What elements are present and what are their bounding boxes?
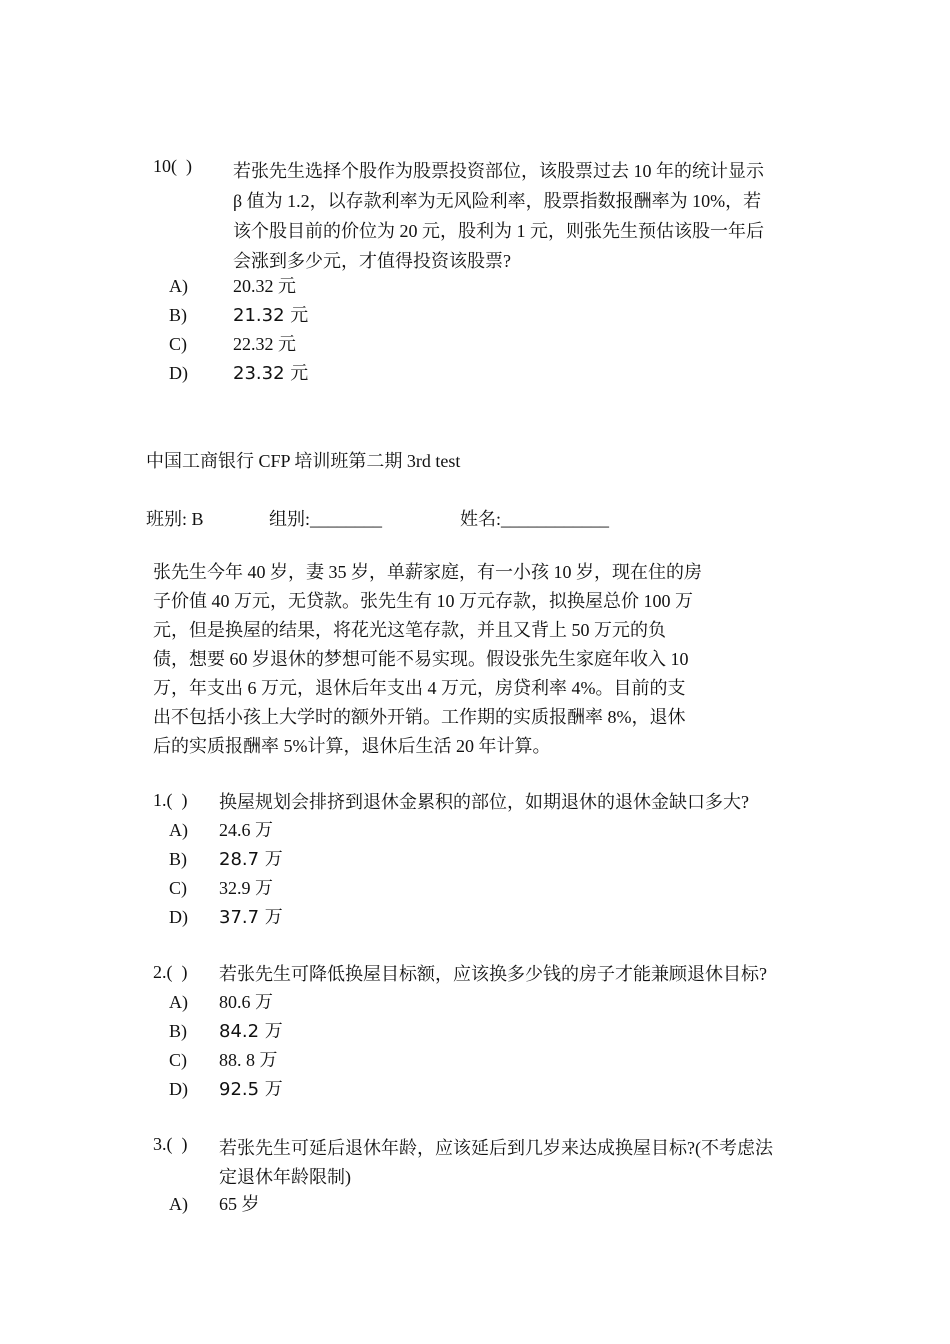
option-value: 37.7 万	[219, 907, 283, 928]
question-text-line: 若张先生选择个股作为股票投资部位，该股票过去 10 年的统计显示	[233, 161, 764, 181]
option-letter: A)	[169, 820, 188, 840]
case-line: 张先生今年 40 岁，妻 35 岁，单薪家庭，有一小孩 10 岁，现在住的房	[153, 562, 702, 582]
question-1	[153, 790, 833, 935]
option-value: 92.5 万	[219, 1079, 283, 1100]
question-text-line: 会涨到多少元，才值得投资该股票?	[233, 251, 511, 271]
option-value: 80.6 万	[219, 992, 273, 1012]
case-line: 出不包括小孩上大学时的额外开销。工作期的实质报酬率 8%，退休	[153, 707, 686, 727]
option-value: 22.32 元	[233, 334, 296, 354]
question-text	[219, 790, 839, 814]
question-number: 1.( )	[153, 790, 188, 810]
option-letter: A)	[169, 992, 188, 1012]
case-line: 万，年支出 6 万元，退休后年支出 4 万元，房贷利率 4%。目前的支	[153, 678, 686, 698]
question-text-line: 该个股目前的价位为 20 元，股利为 1 元，则张先生预估该股一年后	[233, 221, 764, 241]
question-number: 10( )	[153, 156, 192, 176]
question-text	[233, 156, 833, 276]
case-line: 元，但是换屋的结果，将花光这笔存款，并且又背上 50 万元的负	[153, 620, 666, 640]
question-number: 2.( )	[153, 962, 188, 982]
question-text-line: β 值为 1.2，以存款利率为无风险利率，股票指数报酬率为 10%，若	[233, 191, 762, 211]
question-3	[153, 1134, 833, 1224]
test-title: 中国工商银行 CFP 培训班第二期 3rd test	[146, 451, 461, 471]
question-text-line: 换屋规划会排挤到退休金累积的部位，如期退休的退休金缺口多大?	[219, 792, 749, 812]
case-line: 债，想要 60 岁退休的梦想可能不易实现。假设张先生家庭年收入 10	[153, 649, 689, 669]
question-text-line: 定退休年龄限制)	[219, 1167, 351, 1187]
option-value: 88. 8 万	[219, 1050, 278, 1070]
group-field[interactable]: 组别:________	[269, 509, 383, 529]
option-value: 24.6 万	[219, 820, 273, 840]
option-letter: C)	[169, 878, 187, 898]
name-field[interactable]: 姓名:____________	[460, 509, 610, 529]
option-letter: A)	[169, 276, 188, 296]
case-line: 后的实质报酬率 5%计算，退休后生活 20 年计算。	[153, 736, 551, 756]
option-letter: D)	[169, 1079, 188, 1099]
option-value: 21.32 元	[233, 305, 309, 326]
option-letter: C)	[169, 334, 187, 354]
question-10	[153, 156, 833, 386]
option-letter: D)	[169, 363, 188, 383]
option-value: 84.2 万	[219, 1021, 283, 1042]
question-text-line: 若张先生可延后退休年龄，应该延后到几岁来达成换屋目标?(不考虑法	[219, 1138, 773, 1158]
case-line: 子价值 40 万元，无贷款。张先生有 10 万元存款，拟换屋总价 100 万	[153, 591, 693, 611]
option-letter: A)	[169, 1194, 188, 1214]
option-letter: B)	[169, 305, 187, 325]
class-field: 班别: B	[146, 509, 204, 529]
option-value: 65 岁	[219, 1194, 260, 1214]
question-text	[219, 962, 839, 986]
question-2	[153, 962, 833, 1107]
question-text-line: 若张先生可降低换屋目标额，应该换多少钱的房子才能兼顾退休目标?	[219, 964, 767, 984]
question-number: 3.( )	[153, 1134, 188, 1154]
option-letter: B)	[169, 1021, 187, 1041]
case-description	[153, 558, 753, 761]
option-value: 23.32 元	[233, 363, 309, 384]
option-value: 20.32 元	[233, 276, 296, 296]
option-letter: D)	[169, 907, 188, 927]
option-value: 28.7 万	[219, 849, 283, 870]
option-letter: C)	[169, 1050, 187, 1070]
option-letter: B)	[169, 849, 187, 869]
question-text	[219, 1134, 839, 1192]
option-value: 32.9 万	[219, 878, 273, 898]
